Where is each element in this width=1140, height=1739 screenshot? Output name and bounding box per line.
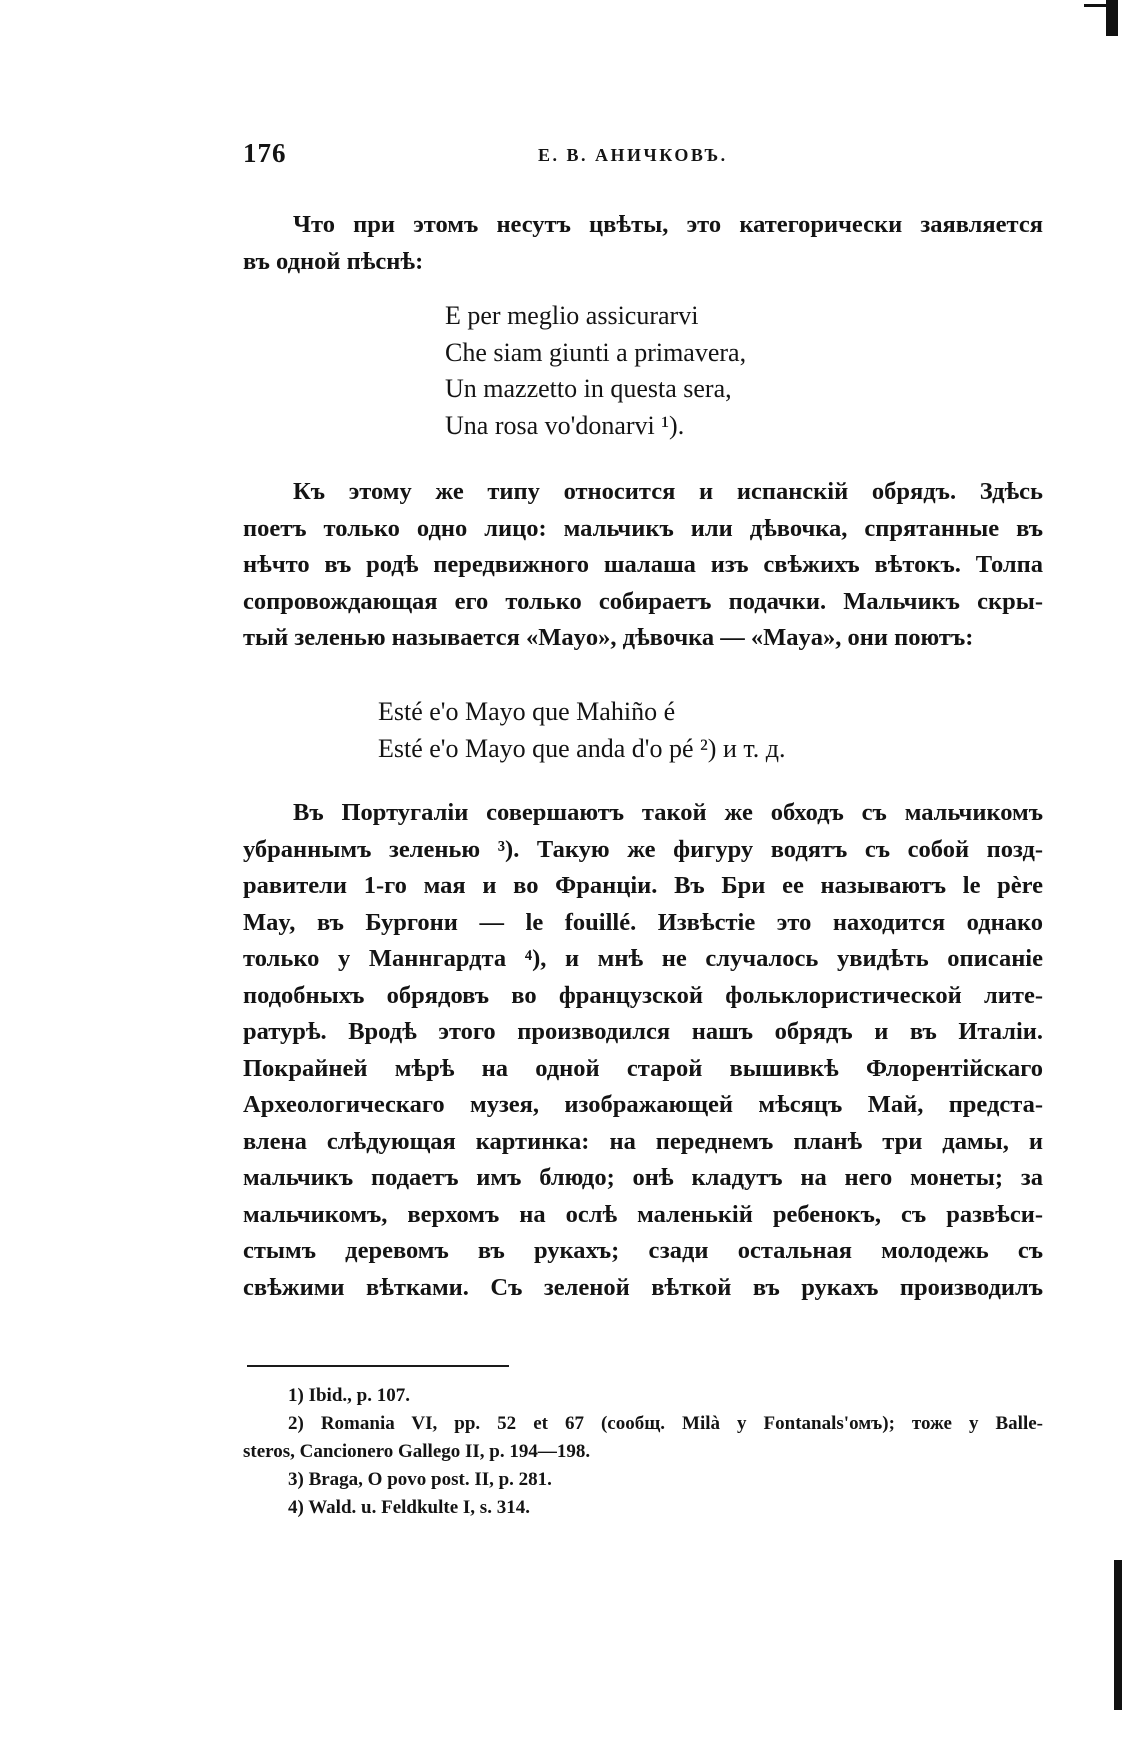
footnote-line: 1) Ibid., p. 107. — [288, 1385, 410, 1406]
page-number: 176 — [243, 138, 287, 168]
text-line: равители 1-го мая и во Франціи. Въ Бри ее называютъ le père — [243, 872, 1043, 899]
text-line: Что при этомъ несутъ цвѣты, это категорически заявляется — [293, 211, 1043, 238]
scan-edge-mark — [1082, 0, 1118, 36]
text-line: тый зеленью называется «Mayo», дѣвочка — «Maya», они поютъ: — [243, 624, 974, 651]
page-header — [243, 138, 1043, 178]
text-line: влена слѣдующая картинка: на переднемъ планѣ три дамы, и — [243, 1127, 1043, 1155]
footnote-4 — [243, 1494, 1043, 1522]
text-line: сопровождающая его только собираетъ подачки. Мальчикъ скры- — [243, 587, 1043, 615]
verse-spanish — [378, 694, 786, 767]
text-line: Въ Португаліи совершаютъ такой же обходъ съ мальчикомъ — [293, 799, 1043, 826]
text-line: подобныхъ обрядовъ во французской фольклористической лите- — [243, 981, 1043, 1009]
footnote-line: 2) Romania VI, pp. 52 et 67 (сообщ. Milà y Fontanals'омъ); тоже у Balle- — [288, 1413, 1043, 1434]
verse-italian — [445, 298, 746, 444]
running-head: Е. В. АНИЧКОВЪ. — [538, 145, 728, 165]
text-line: стымъ деревомъ въ рукахъ; сзади остальная молодежь съ — [243, 1237, 1043, 1264]
text-line: поетъ только одно лицо: мальчикъ или дѣвочка, спрятанные въ — [243, 514, 1043, 542]
verse-line: Una rosa vo'donarvi ¹). — [445, 410, 685, 440]
text-line: только у Маннгардта ⁴), и мнѣ не случалось увидѣть описаніе — [243, 945, 1043, 972]
text-line: Покрайней мѣрѣ на одной старой вышивкѣ Флорентійскаго — [243, 1054, 1043, 1082]
footnote-line: 4) Wald. u. Feldkulte I, s. 314. — [288, 1497, 530, 1518]
verse-line: E per meglio assicurarvi — [445, 301, 699, 330]
footnote-3 — [243, 1466, 1043, 1494]
footnote-2 — [243, 1410, 1043, 1466]
paragraph-1 — [243, 207, 1043, 280]
footnote-1 — [243, 1382, 1043, 1410]
footnote-line: steros, Cancionero Gallego II, p. 194—198. — [243, 1441, 591, 1462]
footnote-line: 3) Braga, O povo post. II, p. 281. — [288, 1469, 552, 1490]
text-line: мальчикомъ, верхомъ на ослѣ маленькій ребенокъ, съ развѣси- — [243, 1200, 1043, 1228]
text-line: свѣжими вѣтками. Съ зеленой вѣткой въ рукахъ производилъ — [243, 1273, 1043, 1301]
text-line: убраннымъ зеленью ³). Такую же фигуру водятъ съ собой позд- — [243, 835, 1043, 863]
scan-edge-tick — [1084, 4, 1110, 7]
verse-line: Esté e'o Mayo que Mahiño é — [378, 697, 676, 726]
footnotes — [243, 1382, 1043, 1522]
scan-edge-mark-right — [1114, 1560, 1122, 1710]
verse-line: Che siam giunti a primavera, — [445, 337, 747, 367]
text-line: ратурѣ. Вродѣ этого производился нашъ обрядъ и въ Италіи. — [243, 1018, 1043, 1045]
text-line: нѣчто въ родѣ передвижного шалаша изъ свѣжихъ вѣтокъ. Толпа — [243, 551, 1043, 578]
text-line: May, въ Бургони — le fouillé. Извѣстіе это находится однако — [243, 908, 1043, 936]
text-line: мальчикъ подаетъ имъ блюдо; онѣ кладутъ на него монеты; за — [243, 1164, 1043, 1191]
footnote-separator — [247, 1365, 509, 1367]
verse-line: Esté e'o Mayo que anda d'o pé ²) и т. д. — [378, 733, 786, 763]
text-line: Археологическаго музея, изображающей мѣсяцъ Май, предста- — [243, 1091, 1043, 1118]
text-line: въ одной пѣснѣ: — [243, 247, 424, 275]
verse-line: Un mazzetto in questa sera, — [445, 374, 732, 403]
paragraph-2 — [243, 474, 1043, 657]
paragraph-3 — [243, 795, 1043, 1306]
text-line: Къ этому же типу относится и испанскій обрядъ. Здѣсь — [293, 478, 1043, 505]
